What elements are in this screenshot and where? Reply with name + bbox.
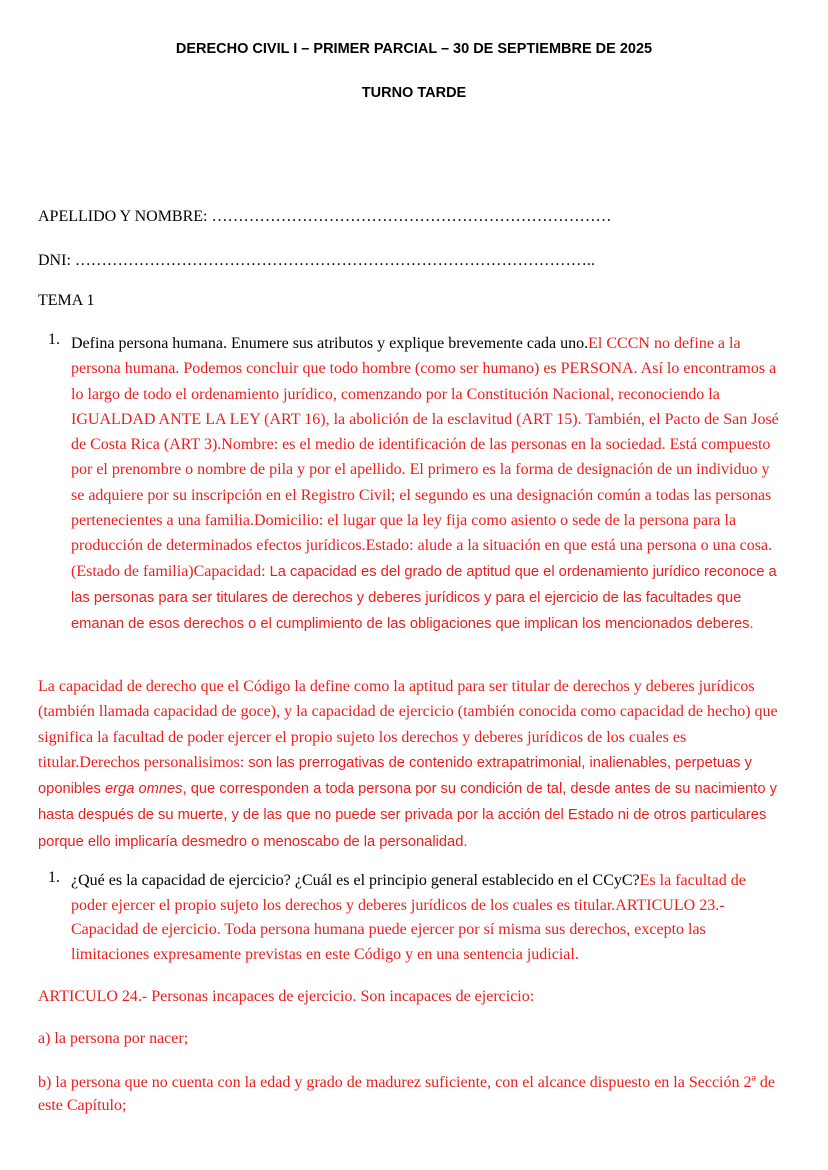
question-1-text [71,331,783,638]
exam-subtitle: TURNO TARDE [361,85,467,101]
article-24-heading: ARTICULO 24.- Personas incapaces de ejercicio. Son incapaces de ejercicio: [38,988,535,1005]
article-24-item-a: a) la persona por nacer; [38,1030,189,1047]
dni-field-line: DNI: …………………………………………………………………………………….. [38,252,595,269]
exam-title: DERECHO CIVIL I – PRIMER PARCIAL – 30 DE SEPTIEMBRE DE 2025 [175,41,653,57]
question-2-answer: Es la facultad de poder ejercer el propio sujeto los derechos y deberes jurídicos de los cuales es titular.ARTICULO 23.- Capacidad de ejercicio. Toda persona humana puede ejercer por sí misma sus derechos, excepto las limitaciones expresamente previstas en este Código y en una sentencia judicial. [71,872,746,963]
personal-rights-text-a: son las prerrogativas de contenido extrapatrimonial, inalienables, perpetuas y oponibles [38,754,752,798]
question-2-number: 1. [48,869,60,886]
question-2-block [38,869,783,967]
question-1-answer: El CCCN no define a la persona humana. Podemos concluir que todo hombre (como ser humano) es PERSONA. Así lo encontramos a lo largo de todo el ordenamiento jurídico, comenzando por la Constitución Nacional, reconociendo la IGUALDAD ANTE LA LEY (ART 16), la abolición de la esclavitud (ART 15). También, el Pacto de San José de Costa Rica (ART 3).Nombre: es el medio de identificación de las personas en la sociedad. Está compuesto por el prenombre o nombre de pila y por el apellido. El primero es la forma de designación de un individuo y se adquiere por su inscripción en el Registro Civil; el segundo es una designación común a todas las personas pertenecientes a una familia.Domicilio: el lugar que la ley fija como asiento o sede de la persona para la producción de determinados efectos jurídicos.Estado: alude a la situación en que está una persona o una cosa. (Estado de familia)Capacidad: [71,335,779,580]
question-1-block [38,331,783,638]
capacity-paragraph [38,674,790,855]
tema-heading: TEMA 1 [38,292,95,309]
question-1-answer-capacity: La capacidad es del grado de aptitud que el ordenamiento jurídico reconoce a las personas para ser titulares de derechos y deberes jurídicos y para el ejercicio de las facultades que emanan de esos derechos o el cumplimiento de las obligaciones que implican los mencionados deberes. [71,563,777,633]
personal-rights-text-b: , que corresponden a toda persona por su condición de tal, desde antes de su nacimiento y hasta después de su muerte, y de las que no puede ser privada por la acción del Estado ni de otros particulares porque ello implicaría desmedro o menoscabo de la personalidad. [38,781,777,850]
name-field-line: APELLIDO Y NOMBRE: ………………………………………………………………… [38,208,612,225]
question-1-number: 1. [48,331,60,348]
question-2-text [71,869,783,967]
question-2-prompt: ¿Qué es la capacidad de ejercicio? ¿Cuál es el principio general establecido en el CCyC? [71,872,640,889]
question-1-prompt: Defina persona humana. Enumere sus atributos y explique brevemente cada uno. [71,335,589,352]
personal-rights-italic: erga omnes [104,781,183,798]
capacity-paragraph-text: La capacidad de derecho que el Código la define como la aptitud para ser titular de derechos y deberes jurídicos (también llamada capacidad de goce), y la capacidad de ejercicio (también conocida como capacidad de hecho) que significa la facultad de poder ejercer el propio sujeto los derechos y deberes jurídicos de los cuales es titular.Derechos personalisimos: [38,678,778,771]
article-24-item-b: b) la persona que no cuenta con la edad y grado de madurez suficiente, con el alcance dispuesto en la Sección 2ª de este Capítulo; [38,1074,775,1114]
